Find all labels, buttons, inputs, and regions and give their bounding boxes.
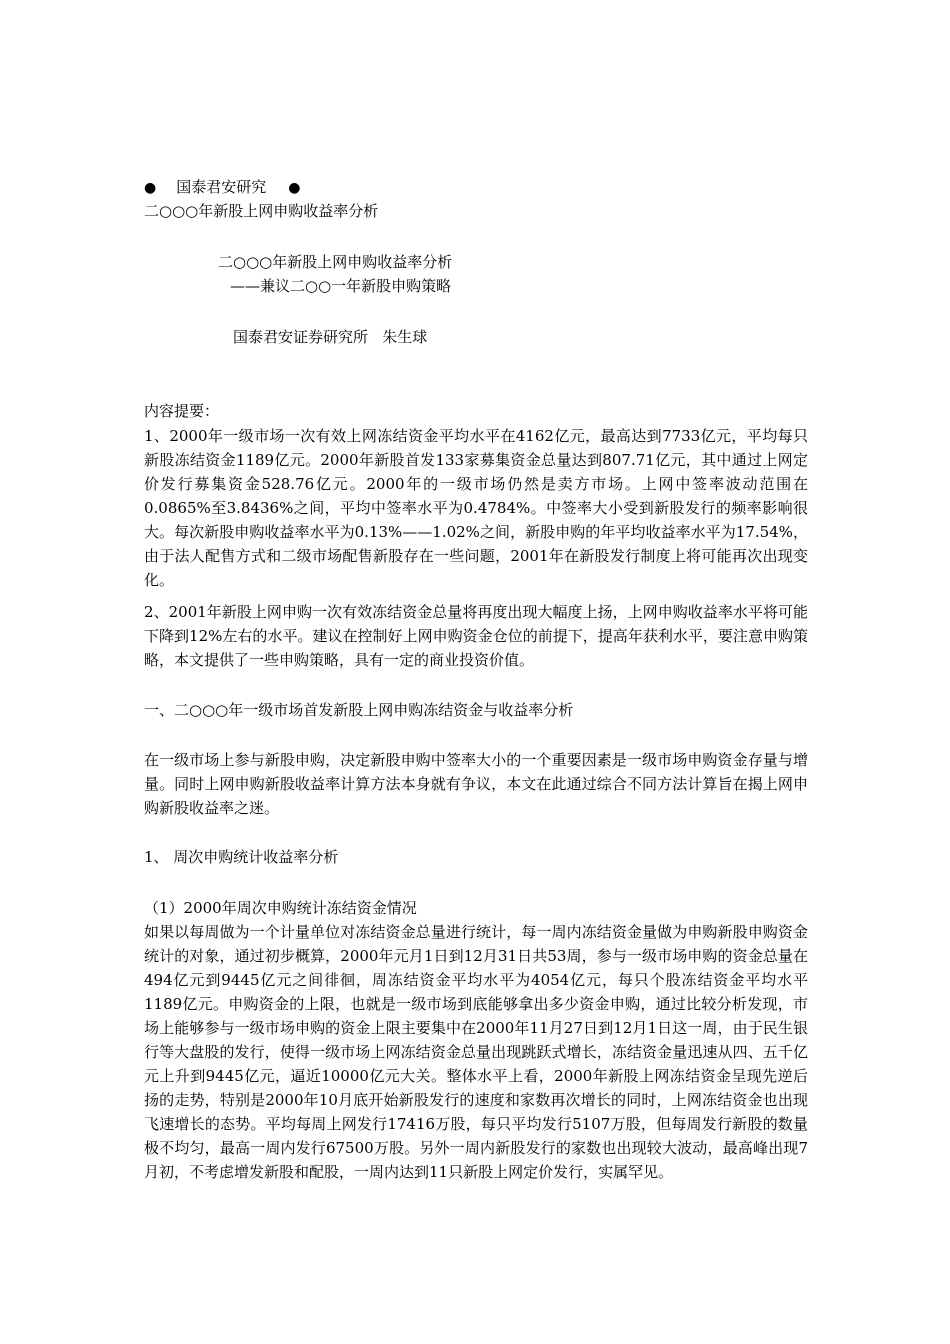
page-subtitle: ——兼议二○○一年新股申购策略: [230, 277, 452, 295]
summary-point-2: 2、2001年新股上网申购一次有效冻结资金总量将再度出现大幅度上扬，上网申购收益率水平将可能下降到12%左右的水平。建议在控制好上网申购资金仓位的前提下，提高年获利水平，要注意申购策略，本文提供了一些申购策略，具有一定的商业投资价值。: [144, 603, 808, 669]
author-line: 国泰君安证券研究所 朱生球: [233, 328, 428, 346]
section-1-heading: 一、二○○○年一级市场首发新股上网申购冻结资金与收益率分析: [144, 701, 574, 719]
header-org: 国泰君安研究: [176, 178, 267, 196]
header-doc-title: 二○○○年新股上网申购收益率分析: [144, 202, 379, 220]
bullet-right-icon: ●: [288, 180, 301, 196]
page-title: 二○○○年新股上网申购收益率分析: [218, 253, 453, 271]
subsection-1-heading: 1、 周次申购统计收益率分析: [144, 848, 339, 866]
header-org-line: [144, 177, 300, 198]
subsection-1-1-body: 如果以每周做为一个计量单位对冻结资金总量进行统计，每一周内冻结资金量做为申购新股申购资金统计的对象，通过初步概算，2000年元月1日到12月31日共53周，参与一级市场申购的资金总量在494亿元到9445亿元之间徘徊，周冻结资金平均水平为4054亿元，每只个股冻结资金平均水平1189亿元。申购资金的上限，也就是一级市场到底能够拿出多少资金申购，通过比较分析发现，市场上能够参与一级市场申购的资金上限主要集中在2000年11月27日到12月1日这一周，由于民生银行等大盘股的发行，使得一级市场上网冻结资金总量出现跳跃式增长，冻结资金量迅速从四、五千亿元上升到9445亿元，逼近10000亿元大关。整体水平上看，2000年新股上网冻结资金呈现先逆后扬的走势，特别是2000年10月底开始新股发行的速度和家数再次增长的同时，上网冻结资金也出现飞速增长的态势。平均每周上网发行17416万股，每只平均发行5107万股，但每周发行新股的数量极不均匀，最高一周内发行67500万股。另外一周内新股发行的家数也出现较大波动，最高峰出现7月初，不考虑增发新股和配股，一周内达到11只新股上网定价发行，实属罕见。: [144, 923, 808, 1181]
bullet-left-icon: ●: [144, 180, 157, 196]
section-1-intro: 在一级市场上参与新股申购，决定新股申购中签率大小的一个重要因素是一级市场申购资金存量与增量。同时上网申购新股收益率计算方法本身就有争议，本文在此通过综合不同方法计算旨在揭上网申购新股收益率之迷。: [144, 751, 808, 817]
summary-point-1: 1、2000年一级市场一次有效上网冻结资金平均水平在4162亿元，最高达到7733亿元，平均每只新股冻结资金1189亿元。2000年新股首发133家募集资金总量达到807.71亿元，其中通过上网定价发行募集资金528.76亿元。2000年的一级市场仍然是卖方市场。上网中签率波动范围在0.0865%至3.8436%之间，平均中签率水平为0.4784%。中签率大小受到新股发行的频率影响很大。每次新股申购收益率水平为0.13%——1.02%之间，新股申购的年平均收益率水平为17.54%，由于法人配售方式和二级市场配售新股存在一些问题，2001年在新股发行制度上将可能再次出现变化。: [144, 427, 808, 589]
summary-heading: 内容提要：: [144, 402, 220, 420]
subsection-1-1-heading: （1）2000年周次申购统计冻结资金情况: [144, 899, 417, 917]
